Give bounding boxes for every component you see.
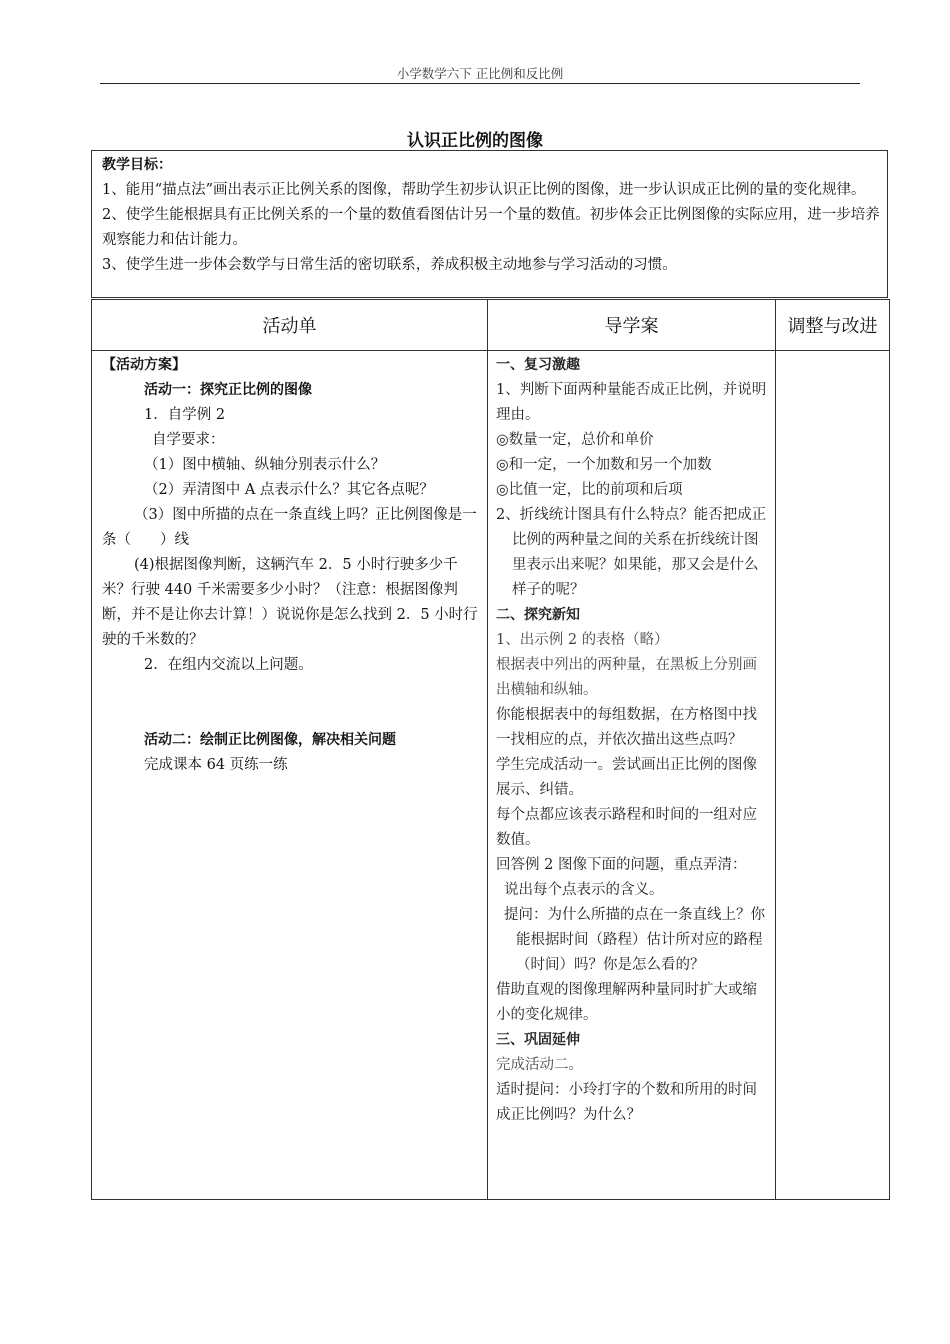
guide-text: 2、折线统计图具有什么特点？能否把成正比例的两种量之间的关系在折线统计图里表示出来呢？如果能，那又会是什么样子的呢？ — [496, 507, 767, 598]
objective-item: 3、使学生进一步体会数学与日常生活的密切联系，养成积极主动地参与学习活动的习惯。 — [102, 257, 677, 273]
study-guide-cell — [488, 351, 776, 1200]
header-study-guide: 导学案 — [488, 300, 776, 351]
adjustment-cell — [776, 351, 890, 1200]
question-4: (4)根据图像判断，这辆汽车 2．5 小时行驶多少千米？行驶 440 千米需要多少小时？（注意：根据图像判断，并不是让你去计算！）说说你是怎么找到 2．5 小时行驶的千米数的？ — [102, 557, 478, 648]
teaching-objectives — [91, 150, 888, 298]
guide-option: ◎和一定，一个加数和另一个加数 — [496, 457, 712, 473]
guide-text: 每个点都应该表示路程和时间的一组对应数值。 — [496, 807, 757, 848]
guide-option: ◎比值一定，比的前项和后项 — [496, 482, 683, 498]
question-3: （3）图中所描的点在一条直线上吗？正比例图像是一条（ ）线 — [102, 507, 477, 548]
activity-two-text: 完成课本 64 页练一练 — [144, 757, 288, 773]
guide-text: 学生完成活动一。尝试画出正比例的图像 — [496, 757, 757, 773]
question-1: （1）图中横轴、纵轴分别表示什么？ — [144, 457, 386, 473]
guide-text: 完成活动二。 — [496, 1057, 583, 1073]
objective-item: 1、能用“描点法”画出表示正比例关系的图像，帮助学生初步认识正比例的图像，进一步认识成正比例的量的变化规律。 — [102, 182, 866, 198]
section-explore: 二、探究新知 — [496, 607, 580, 623]
step-one: 1．自学例 2 — [144, 407, 226, 423]
guide-text: 根据表中列出的两种量，在黑板上分别画出横轴和纵轴。 — [496, 657, 757, 698]
section-consolidate: 三、巩固延伸 — [496, 1032, 580, 1048]
lesson-table — [91, 299, 890, 1200]
section-review: 一、复习激趣 — [496, 357, 580, 373]
header-activity-sheet: 活动单 — [92, 300, 488, 351]
page-header: 小学数学六下 正比例和反比例 — [396, 66, 564, 81]
step-two: 2．在组内交流以上问题。 — [144, 657, 313, 673]
activity-sheet-cell — [92, 351, 488, 1200]
guide-text: 适时提问：小玲打字的个数和所用的时间成正比例吗？为什么？ — [496, 1082, 757, 1123]
activity-two-title: 活动二：绘制正比例图像，解决相关问题 — [144, 732, 396, 748]
guide-text: 1、判断下面两种量能否成正比例，并说明理由。 — [496, 382, 767, 423]
guide-text: 回答例 2 图像下面的问题，重点弄清： — [496, 857, 747, 873]
guide-text: 借助直观的图像理解两种量同时扩大或缩小的变化规律。 — [496, 982, 757, 1023]
guide-text: 1、出示例 2 的表格（略） — [496, 632, 669, 648]
header-rule — [100, 83, 860, 84]
activity-plan-heading: 【活动方案】 — [102, 357, 186, 373]
objectives-heading: 教学目标： — [102, 157, 172, 173]
guide-option: ◎数量一定，总价和单价 — [496, 432, 654, 448]
guide-text: 展示、纠错。 — [496, 782, 583, 798]
activity-one-title: 活动一：探究正比例的图像 — [144, 382, 312, 398]
document-title: 认识正比例的图像 — [407, 131, 543, 151]
guide-text: 你能根据表中的每组数据，在方格图中找一找相应的点，并依次描出这些点吗？ — [496, 707, 757, 748]
header-adjustment: 调整与改进 — [776, 300, 890, 351]
guide-text: 提问：为什么所描的点在一条直线上？你能根据时间（路程）估计所对应的路程（时间）吗？你是怎么看的？ — [504, 907, 765, 973]
question-2: （2）弄清图中 A 点表示什么？其它各点呢？ — [144, 482, 434, 498]
self-study-requirement: 自学要求： — [152, 432, 225, 448]
guide-text: 说出每个点表示的含义。 — [504, 882, 664, 898]
objective-item: 2、使学生能根据具有正比例关系的一个量的数值看图估计另一个量的数值。初步体会正比例图像的实际应用，进一步培养观察能力和估计能力。 — [102, 207, 880, 248]
